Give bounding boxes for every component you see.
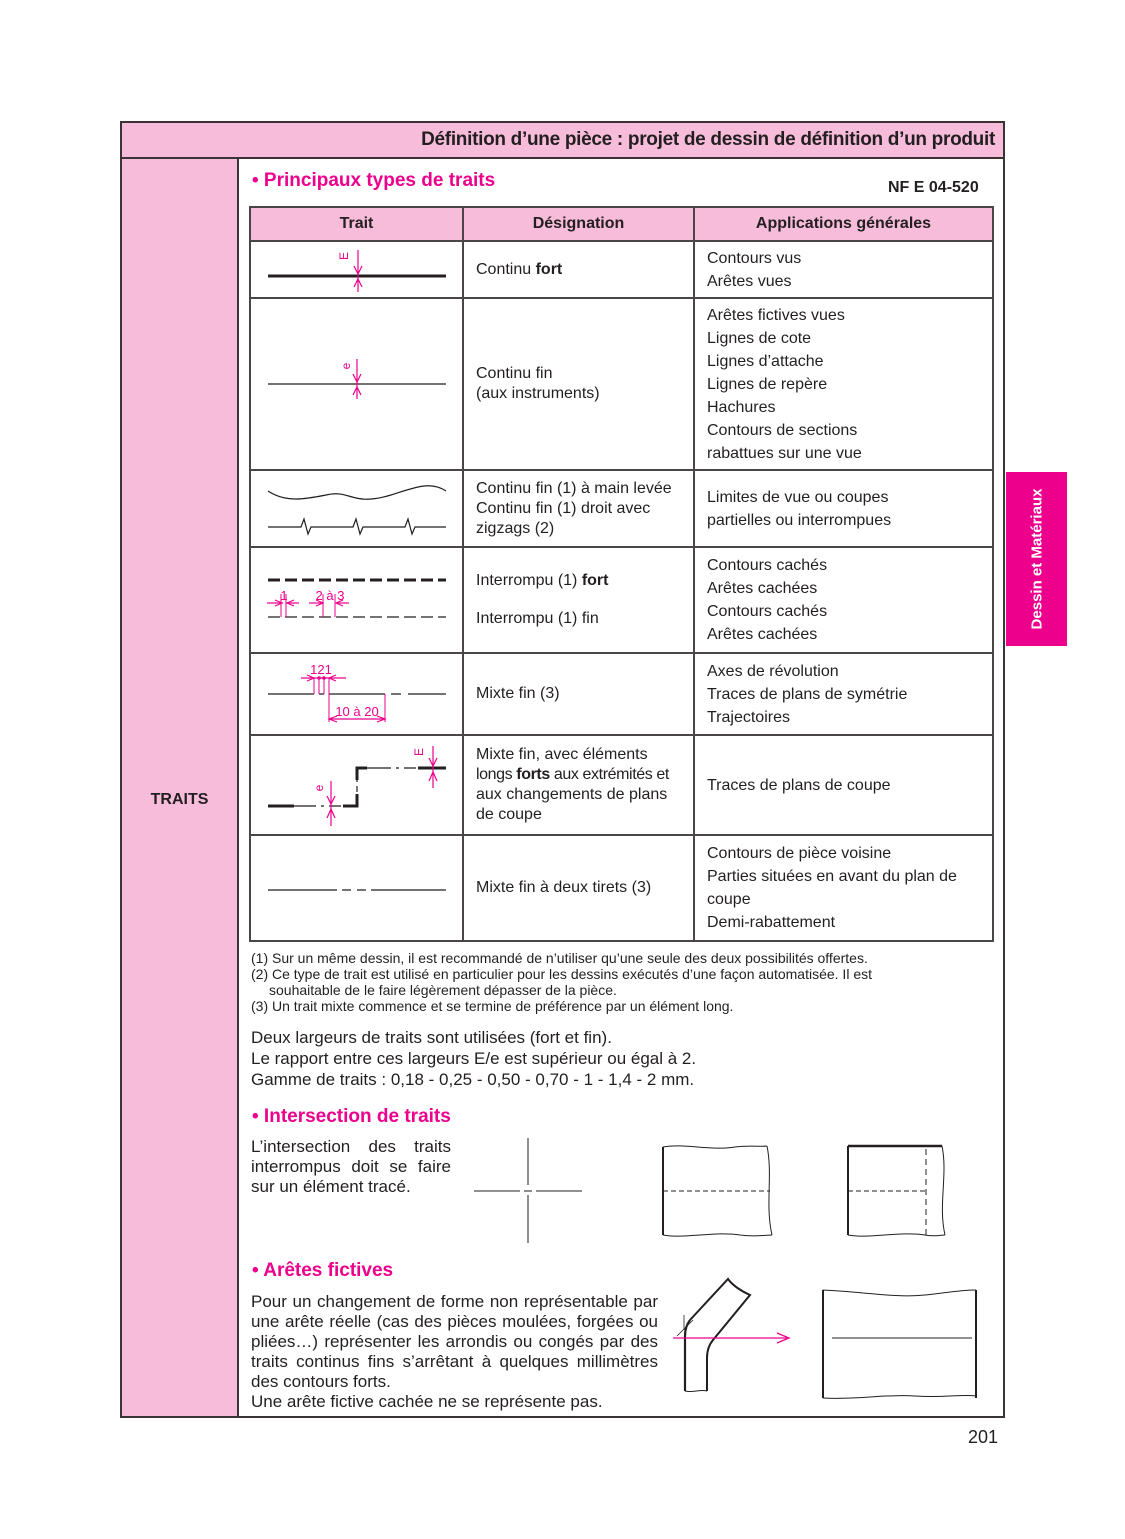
side-tab — [1006, 472, 1067, 646]
trait-cell — [250, 298, 463, 470]
svg-text:e: e — [312, 784, 326, 792]
intersection-diagrams — [470, 1135, 1010, 1255]
left-column-label: TRAITS — [150, 791, 209, 808]
left-column — [122, 159, 239, 1416]
table-row — [250, 547, 993, 653]
footnote: (3) Un trait mixte commence et se termine de préférence par un élément long. — [251, 998, 734, 1014]
applications-cell: Contours cachés Arêtes cachées Contours cachés Arêtes cachées — [694, 547, 993, 653]
trait-cell — [250, 470, 463, 547]
dashed-lines-icon — [251, 548, 462, 654]
hidden-line-intersection-1-icon — [663, 1146, 772, 1236]
table-row — [250, 298, 993, 470]
flattened-view-icon — [823, 1290, 976, 1398]
aretes-fictives-text: Pour un changement de forme non représentable par une arête réelle (cas des pièces moulées, forgées ou pliées…) représenter les arrondis ou congés par des traits continus fins s’arrêtant à quelques millimètres des contours forts. Une arête fictive cachée ne se représente pas. — [251, 1292, 658, 1411]
aretes-fictives-diagrams — [665, 1280, 1005, 1420]
svg-text:10 à 20: 10 à 20 — [335, 704, 379, 719]
table-row — [250, 653, 993, 735]
designation-cell: Continu fin (1) à main levée Continu fin (1) droit avec zigzags (2) — [463, 470, 694, 547]
table-row — [250, 470, 993, 547]
footnote: (2) Ce type de trait est utilisé en particulier pour les dessins exécutés d’une façon automatisée. Il est — [251, 966, 872, 982]
bent-part-icon — [673, 1279, 789, 1392]
chain-thin-line-icon — [251, 654, 462, 736]
title-bar — [122, 123, 1003, 159]
page-title: Définition d’une pièce : projet de dessin de définition d’un produit — [421, 129, 995, 150]
norm-reference: NF E 04-520 — [888, 179, 979, 196]
continuous-thin-line-icon — [251, 299, 462, 471]
trait-cell — [250, 241, 463, 298]
designation-cell: Continu fort — [463, 241, 694, 298]
trait-cell — [250, 835, 463, 941]
applications-cell: Contours vus Arêtes vues — [694, 241, 993, 298]
svg-text:1: 1 — [280, 588, 288, 603]
hidden-line-intersection-2-icon — [848, 1146, 945, 1236]
freehand-zigzag-line-icon — [251, 471, 462, 548]
column-header: Désignation — [463, 207, 694, 241]
applications-cell: Contours de pièce voisine Parties situées en avant du plan de coupe Demi-rabattement — [694, 835, 993, 941]
svg-text:E: E — [337, 251, 351, 261]
trait-cell — [250, 653, 463, 735]
applications-cell: Arêtes fictives vues Lignes de cote Lignes d’attache Lignes de repère Hachures Contours de sections rabattues sur une vue — [694, 298, 993, 470]
designation-cell: Continu fin (aux instruments) — [463, 298, 694, 470]
svg-text:e: e — [339, 362, 353, 370]
svg-text:E: E — [412, 747, 426, 757]
column-header: Applications générales — [694, 207, 993, 241]
trait-cell — [250, 735, 463, 835]
applications-cell: Axes de révolution Traces de plans de symétrie Trajectoires — [694, 653, 993, 735]
cross-intersection-icon — [474, 1138, 582, 1243]
designation-cell: Interrompu (1) fort Interrompu (1) fin — [463, 547, 694, 653]
section-title-intersection: • Intersection de traits — [252, 1106, 451, 1127]
footnote: souhaitable de le faire légèrement dépasser de la pièce. — [269, 982, 617, 998]
trait-types-table — [249, 206, 994, 942]
designation-cell: Mixte fin, avec éléments longs forts aux extrémités et aux changements de plans de coupe — [463, 735, 694, 835]
page-number: 201 — [968, 1427, 999, 1447]
table-row — [250, 241, 993, 298]
footnotes — [251, 950, 1001, 1014]
continuous-thick-line-icon — [251, 242, 462, 299]
table-row — [250, 835, 993, 941]
table-header-row — [250, 207, 993, 241]
designation-cell: Mixte fin à deux tirets (3) — [463, 835, 694, 941]
double-dash-chain-line-icon — [251, 836, 462, 942]
table-row — [250, 735, 993, 835]
applications-cell: Limites de vue ou coupes partielles ou interrompues — [694, 470, 993, 547]
section-title-traits: • Principaux types de traits — [252, 170, 496, 191]
svg-text:121: 121 — [310, 662, 332, 677]
trait-cell — [250, 547, 463, 653]
side-tab-label: Dessin et Matériaux — [1028, 488, 1045, 630]
designation-cell: Mixte fin (3) — [463, 653, 694, 735]
line-width-paragraph: Deux largeurs de traits sont utilisées (fort et fin). Le rapport entre ces largeurs E/e est supérieur ou égal à 2. Gamme de traits : 0,18 - 0,25 - 0,50 - 0,70 - 1 - 1,4 - 2 mm. — [251, 1028, 697, 1089]
chain-line-thick-ends-icon — [251, 736, 462, 836]
svg-text:2 à 3: 2 à 3 — [315, 588, 345, 603]
column-header: Trait — [250, 207, 463, 241]
footnote: (1) Sur un même dessin, il est recommandé de n’utiliser qu’une seule des deux possibilités offertes. — [251, 950, 868, 966]
section-title-aretes-fictives: • Arêtes fictives — [252, 1260, 394, 1281]
intersection-text: L’intersection des traits interrompus doit se faire sur un élément tracé. — [251, 1137, 451, 1196]
applications-cell: Traces de plans de coupe — [694, 735, 993, 835]
